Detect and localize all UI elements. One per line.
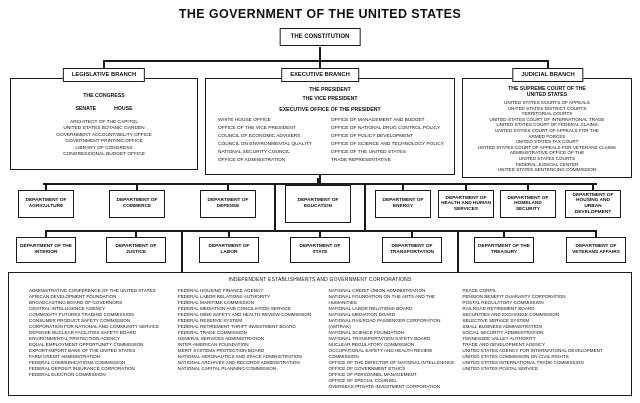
- judicial-court: UNITED STATES COURT OF APPEALS FOR THE: [495, 127, 599, 133]
- agency-line: CENTRAL INTELLIGENCE AGENCY: [29, 306, 106, 311]
- legislative-office: GOVERNMENT ACCOUNTABILITY OFFICE: [56, 132, 152, 138]
- agency-line: FEDERAL MEDIATION AND CONCILIATION SERVICE: [177, 306, 291, 311]
- department-box: DEPARTMENT OF ENERGY: [375, 190, 431, 218]
- agency-line: UNITED STATES COMMISSION ON CIVIL RIGHTS: [462, 354, 569, 359]
- judicial-court: ARMED FORCES: [528, 133, 566, 139]
- agency-line: MERIT SYSTEMS PROTECTION BOARD: [177, 348, 265, 353]
- agency-line: CONSUMER PRODUCT SAFETY COMMISSION: [29, 318, 131, 323]
- department-box: DEPARTMENT OF AGRICULTURE: [18, 190, 74, 218]
- agency-line: UNITED STATES INTERNATIONAL TRADE COMMISSION: [462, 360, 584, 365]
- legislative-branch-box: [10, 78, 198, 170]
- eop-office: OFFICE OF THE UNITED STATES: [330, 149, 406, 155]
- agency-line: NATIONAL CAPITAL PLANNING COMMISSION: [177, 366, 277, 371]
- judicial-branch-box: [462, 78, 632, 178]
- agency-line: FEDERAL RESERVE SYSTEM: [177, 318, 243, 323]
- judicial-court: UNITED STATES COURT OF APPEALS FOR VETERANS CLAIMS: [477, 144, 616, 150]
- agency-line: SELECTIVE SERVICE SYSTEM: [462, 318, 530, 323]
- judicial-court: UNITED STATES DISTRICT COURTS: [507, 105, 587, 111]
- connector-bottom-left-vline: [181, 230, 183, 272]
- agency-line: CORPORATION FOR NATIONAL AND COMMUNITY SERVICE: [29, 324, 160, 329]
- senate-house-row: [11, 106, 197, 112]
- agency-line: TENNESSEE VALLEY AUTHORITY: [462, 336, 537, 341]
- legislative-office: ARCHITECT OF THE CAPITOL: [70, 120, 138, 125]
- judicial-court: UNITED STATES COURTS: [518, 155, 576, 161]
- legislative-office: LIBRARY OF CONGRESS: [75, 145, 133, 151]
- connector-constitution-drop: [319, 47, 321, 60]
- agency-line: AFRICAN DEVELOPMENT FOUNDATION: [29, 294, 117, 299]
- eop-office: NATIONAL SECURITY COUNCIL: [218, 149, 290, 155]
- president-label: THE PRESIDENT: [309, 87, 351, 93]
- agency-line: FEDERAL MINE SAFETY AND HEALTH REVIEW COMMISSION: [177, 312, 312, 317]
- agency-line: FEDERAL HOUSING FINANCE AGENCY: [177, 288, 264, 293]
- agency-line: OFFICE OF SPECIAL COUNSEL: [328, 378, 398, 383]
- agency-line: FEDERAL ELECTION COMMISSION: [29, 372, 106, 377]
- supreme-court-line2: UNITED STATES: [526, 92, 568, 98]
- department-box: DEPARTMENT OF LABOR: [199, 237, 259, 263]
- connector-branches-hline: [103, 60, 549, 62]
- independent-col-1: [29, 288, 178, 390]
- agency-line: RAILROAD RETIREMENT BOARD: [462, 306, 535, 311]
- constitution-box: THE CONSTITUTION: [280, 28, 361, 46]
- agency-line: NATIONAL LABOR RELATIONS BOARD: [328, 306, 413, 311]
- judicial-court: UNITED STATES TAX COURT: [515, 139, 579, 145]
- agency-line: UNITED STATES AGENCY FOR INTERNATIONAL DEVELOPMENT: [462, 348, 603, 353]
- agency-line: SECURITIES AND EXCHANGE COMMISSION: [462, 312, 560, 317]
- agency-line: TRADE AND DEVELOPMENT AGENCY: [462, 342, 546, 347]
- agency-line: PEACE CORPS: [462, 288, 496, 293]
- agency-line: FEDERAL COMMUNICATIONS COMMISSION: [29, 360, 126, 365]
- judicial-court: UNITED STATES COURT OF INTERNATIONAL TRADE: [489, 116, 605, 122]
- agency-line: NATIONAL RAILROAD PASSENGER CORPORATION (AMTRAK): [328, 318, 441, 329]
- eop-office: TRADE REPRESENTATIVE: [330, 157, 391, 163]
- independent-col-2: [178, 288, 329, 390]
- agency-line: SMALL BUSINESS ADMINISTRATION: [462, 324, 542, 329]
- agency-line: NATIONAL AERONAUTICS AND SPACE ADMINISTRATION: [177, 354, 302, 359]
- agency-line: GENERAL SERVICES ADMINISTRATION: [177, 336, 264, 341]
- agency-line: EQUAL EMPLOYMENT OPPORTUNITY COMMISSION: [29, 342, 144, 347]
- judicial-court: UNITED STATES COURT OF FEDERAL CLAIMS: [496, 122, 598, 128]
- supreme-court-line1: THE SUPREME COURT OF THE: [508, 86, 586, 92]
- agency-line: FEDERAL MARITIME COMMISSION: [177, 300, 254, 305]
- legislative-office: GOVERNMENT PRINTING OFFICE: [65, 139, 143, 145]
- department-box: DEPARTMENT OF DEFENSE: [200, 190, 256, 218]
- congress-label: THE CONGRESS: [83, 93, 125, 99]
- executive-branch-header: EXECUTIVE BRANCH: [281, 68, 359, 82]
- department-box: DEPARTMENT OF TRANSPORTATION: [382, 237, 442, 263]
- legislative-office: CONGRESSIONAL BUDGET OFFICE: [63, 152, 145, 158]
- eop-offices: [206, 113, 454, 165]
- department-box: DEPARTMENT OF JUSTICE: [106, 237, 166, 263]
- senate-label: SENATE: [75, 106, 97, 112]
- agency-line: FEDERAL TRADE COMMISSION: [177, 330, 247, 335]
- eop-office: OFFICE OF MANAGEMENT AND BUDGET: [330, 117, 425, 123]
- judicial-court: ADMINISTRATIVE OFFICE OF THE: [509, 150, 585, 156]
- vice-president-label: THE VICE PRESIDENT: [302, 95, 358, 102]
- department-box: DEPARTMENT OF HOMELAND SECURITY: [500, 190, 556, 218]
- agency-line: ENVIRONMENTAL PROTECTION AGENCY: [29, 336, 120, 341]
- agency-line: SOCIAL SECURITY ADMINISTRATION: [462, 330, 544, 335]
- eop-title: EXECUTIVE OFFICE OF THE PRESIDENT: [279, 106, 381, 113]
- department-box: DEPARTMENT OF HEALTH AND HUMAN SERVICES: [438, 190, 494, 218]
- house-label: HOUSE: [114, 106, 133, 112]
- agency-line: OVERSEAS PRIVATE INVESTMENT CORPORATION: [328, 384, 440, 389]
- agency-line: EXPORT-IMPORT BANK OF THE UNITED STATES: [29, 348, 136, 353]
- eop-offices-left: [218, 117, 312, 165]
- connector-exec-to-depts: [319, 175, 321, 183]
- connector-mid-right-vline: [364, 183, 366, 230]
- agency-line: PENSION BENEFIT GUARANTY CORPORATION: [462, 294, 566, 299]
- agency-line: NATIONAL TRANSPORTATION SAFETY BOARD: [328, 336, 431, 341]
- department-box: DEPARTMENT OF VETERANS AFFAIRS: [566, 237, 626, 263]
- agency-line: OCCUPATIONAL SAFETY AND HEALTH REVIEW COMMISSION: [328, 348, 433, 359]
- agency-line: COMMODITY FUTURES TRADING COMMISSION: [29, 312, 134, 317]
- independent-establishments-box: [8, 272, 632, 396]
- executive-branch-box: [205, 78, 455, 175]
- agency-line: INTER-AMERICAN FOUNDATION: [177, 342, 249, 347]
- independent-col-4: [462, 288, 631, 390]
- agency-line: FEDERAL RETIREMENT THRIFT INVESTMENT BOARD: [177, 324, 296, 329]
- agency-line: OFFICE OF GOVERNMENT ETHICS: [328, 366, 406, 371]
- agency-line: UNITED STATES POSTAL SERVICE: [462, 366, 539, 371]
- agency-line: NATIONAL ARCHIVES AND RECORDS ADMINISTRATION: [177, 360, 300, 365]
- eop-office: COUNCIL ON ENVIRONMENTAL QUALITY: [218, 141, 312, 147]
- agency-line: OFFICE OF PERSONNEL MANAGEMENT: [328, 372, 417, 377]
- agency-line: NATIONAL SCIENCE FOUNDATION: [328, 330, 404, 335]
- agency-line: NUCLEAR REGULATORY COMMISSION: [328, 342, 415, 347]
- judicial-court: UNITED STATES COURTS OF APPEALS: [504, 100, 590, 105]
- department-box: DEPARTMENT OF THE INTERIOR: [16, 237, 76, 263]
- independent-header: INDEPENDENT ESTABLISHMENTS AND GOVERNMENT CORPORATIONS: [228, 277, 412, 283]
- eop-office: OFFICE OF POLICY DEVELOPMENT: [330, 133, 413, 139]
- agency-line: BROADCASTING BOARD OF GOVERNORS: [29, 300, 123, 305]
- agency-line: POSTAL REGULATORY COMMISSION: [462, 300, 544, 305]
- agency-line: NATIONAL MEDIATION BOARD: [328, 312, 396, 317]
- agency-line: ADMINISTRATIVE CONFERENCE OF THE UNITED STATES: [29, 288, 156, 293]
- judicial-court: TERRITORIAL COURTS: [521, 111, 573, 117]
- department-box: DEPARTMENT OF COMMERCE: [109, 190, 165, 218]
- judicial-branch-header: JUDICIAL BRANCH: [512, 68, 583, 82]
- agency-line: FEDERAL DEPOSIT INSURANCE CORPORATION: [29, 366, 135, 371]
- eop-office: WHITE HOUSE OFFICE: [218, 117, 271, 123]
- agency-line: OFFICE OF THE DIRECTOR OF NATIONAL INTELLIGENCE: [328, 360, 455, 365]
- eop-office: OFFICE OF NATIONAL DRUG CONTROL POLICY: [330, 125, 441, 131]
- legislative-offices-list: [11, 120, 197, 158]
- page-title: THE GOVERNMENT OF THE UNITED STATES: [178, 7, 462, 21]
- judicial-court: UNITED STATES SENTENCING COMMISSION: [497, 167, 597, 173]
- judicial-courts-list: [463, 100, 631, 173]
- judicial-court: FEDERAL JUDICIAL CENTER: [515, 161, 579, 167]
- eop-offices-right: [331, 117, 444, 165]
- department-box: DEPARTMENT OF EDUCATION: [285, 185, 351, 223]
- connector-mid-left-vline: [274, 183, 276, 230]
- eop-office: OFFICE OF SCIENCE AND TECHNOLOGY POLICY: [330, 141, 444, 147]
- supreme-court-label: [463, 86, 631, 98]
- eop-office: COUNCIL OF ECONOMIC ADVISERS: [218, 133, 301, 139]
- connector-bottom-right-vline: [457, 230, 459, 272]
- department-box: DEPARTMENT OF THE TREASURY: [474, 237, 534, 263]
- department-box: DEPARTMENT OF HOUSING AND URBAN DEVELOPMENT: [565, 190, 621, 218]
- independent-col-3: [329, 288, 463, 390]
- agency-line: FARM CREDIT ADMINISTRATION: [29, 354, 101, 359]
- eop-office: OFFICE OF THE VICE PRESIDENT: [218, 125, 296, 131]
- legislative-office: UNITED STATES BOTANIC GARDEN: [63, 126, 145, 132]
- independent-columns: [9, 288, 631, 390]
- agency-line: NATIONAL CREDIT UNION ADMINISTRATION: [328, 288, 426, 293]
- agency-line: FEDERAL LABOR RELATIONS AUTHORITY: [177, 294, 271, 299]
- legislative-branch-header: LEGISLATIVE BRANCH: [63, 68, 145, 82]
- agency-line: DEFENSE NUCLEAR FACILITIES SAFETY BOARD: [29, 330, 137, 335]
- agency-line: NATIONAL FOUNDATION ON THE ARTS AND THE HUMANITIES: [328, 294, 436, 305]
- eop-office: OFFICE OF ADMINISTRATION: [218, 157, 286, 163]
- department-box: DEPARTMENT OF STATE: [290, 237, 350, 263]
